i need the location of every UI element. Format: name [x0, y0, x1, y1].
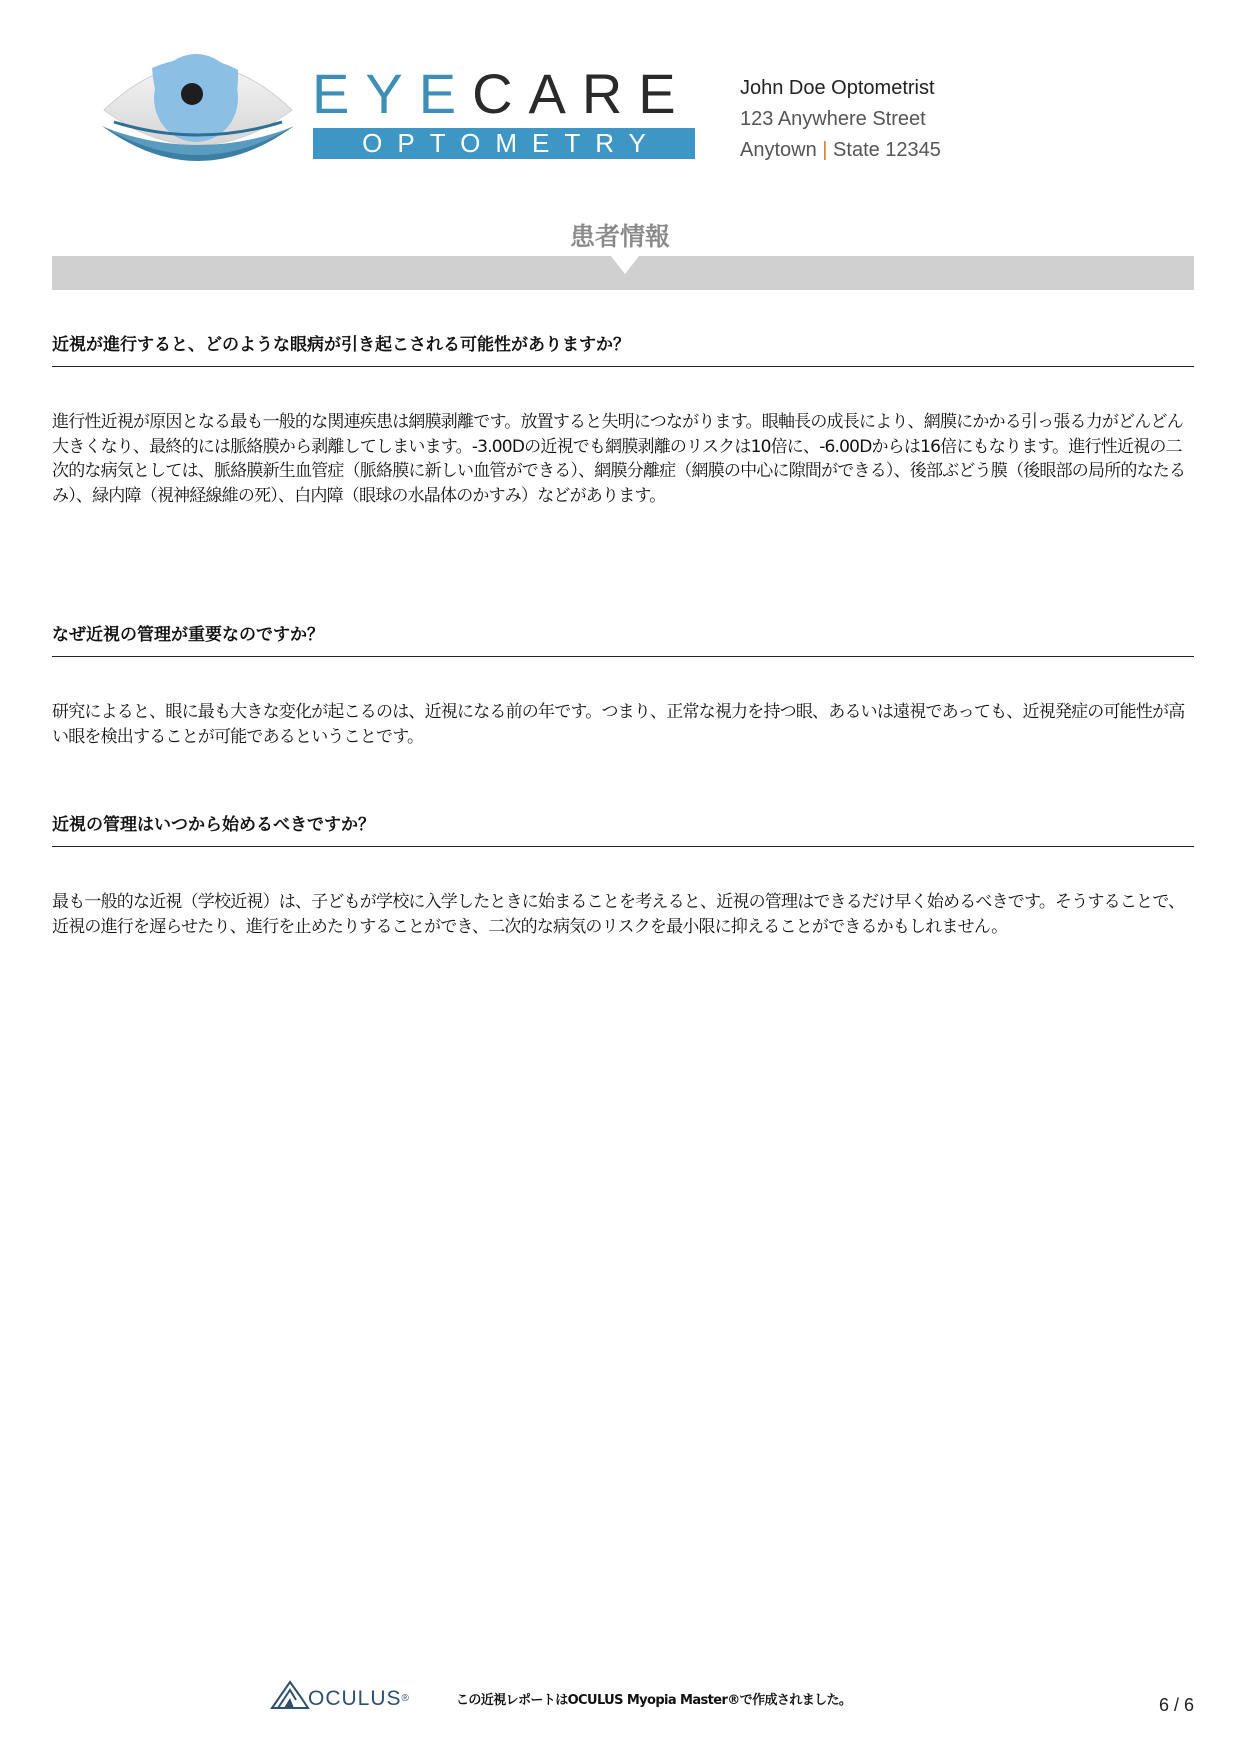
oculus-logo-icon	[270, 1678, 310, 1716]
section-title: 患者情報	[569, 222, 670, 251]
question-divider	[52, 366, 1194, 367]
practice-address	[740, 73, 941, 166]
page-number: 6 / 6	[1158, 1695, 1194, 1715]
question-heading: なぜ近視の管理が重要なのですか？	[52, 625, 324, 645]
eye-logo-icon	[100, 50, 296, 184]
practice-city: Anytown	[740, 139, 817, 161]
practice-street: 123 Anywhere Street	[740, 108, 926, 130]
oculus-brand-name: OCULUS	[308, 1687, 402, 1710]
oculus-brand	[308, 1687, 410, 1711]
footer-note: この近視レポートはOCULUS Myopia Master®で作成されました。	[456, 1693, 852, 1708]
brand-wordmark	[312, 64, 696, 124]
question-divider	[52, 846, 1194, 847]
question-heading: 近視の管理はいつから始めるべきですか？	[52, 815, 375, 835]
practice-name: John Doe Optometrist	[740, 77, 935, 99]
brand-subtitle: OPTOMETRY	[313, 128, 695, 159]
question-heading: 近視が進行すると、どのような眼病が引き起こされる可能性がありますか？	[52, 335, 630, 355]
brand-word-care: CARE	[472, 62, 692, 125]
practice-state-zip: State 12345	[833, 139, 941, 161]
question-divider	[52, 656, 1194, 657]
answer-text: 進行性近視が原因となる最も一般的な関連疾患は網膜剥離です。放置すると失明につながります。眼軸長の成長により、網膜にかかる引っ張る力がどんどん大きくなり、最終的には脈絡膜から剥離してしまいます。-3.00Dの近視でも網膜剥離のリスクは10倍に、-6.00Dからは16倍にもなります。進行性近視の二次的な病気としては、脈絡膜新生血管症（脈絡膜に新しい血管ができる）、網膜分離症（網膜の中心に隙間ができる）、後部ぶどう膜（後眼部の局所的なたるみ）、緑内障（視神経線維の死）、白内障（眼球の水晶体のかすみ）などがあります。	[52, 412, 1186, 506]
section-banner-notch	[611, 256, 639, 274]
answer-text: 研究によると、眼に最も大きな変化が起こるのは、近視になる前の年です。つまり、正常な視力を持つ眼、あるいは遠視であっても、近視発症の可能性が高い眼を検出することが可能であるということです。	[52, 702, 1185, 747]
address-separator: |	[822, 139, 828, 161]
practice-city-line	[740, 135, 941, 166]
answer-text: 最も一般的な近視（学校近視）は、子どもが学校に入学したときに始まることを考えると、近視の管理はできるだけ早く始めるべきです。そうすることで、近視の進行を遅らせたり、進行を止めたりすることができ、二次的な病気のリスクを最小限に抑えることができるかもしれません。	[52, 892, 1185, 937]
registered-mark: ®	[401, 1693, 410, 1704]
brand-word-eye: EYE	[312, 62, 473, 125]
